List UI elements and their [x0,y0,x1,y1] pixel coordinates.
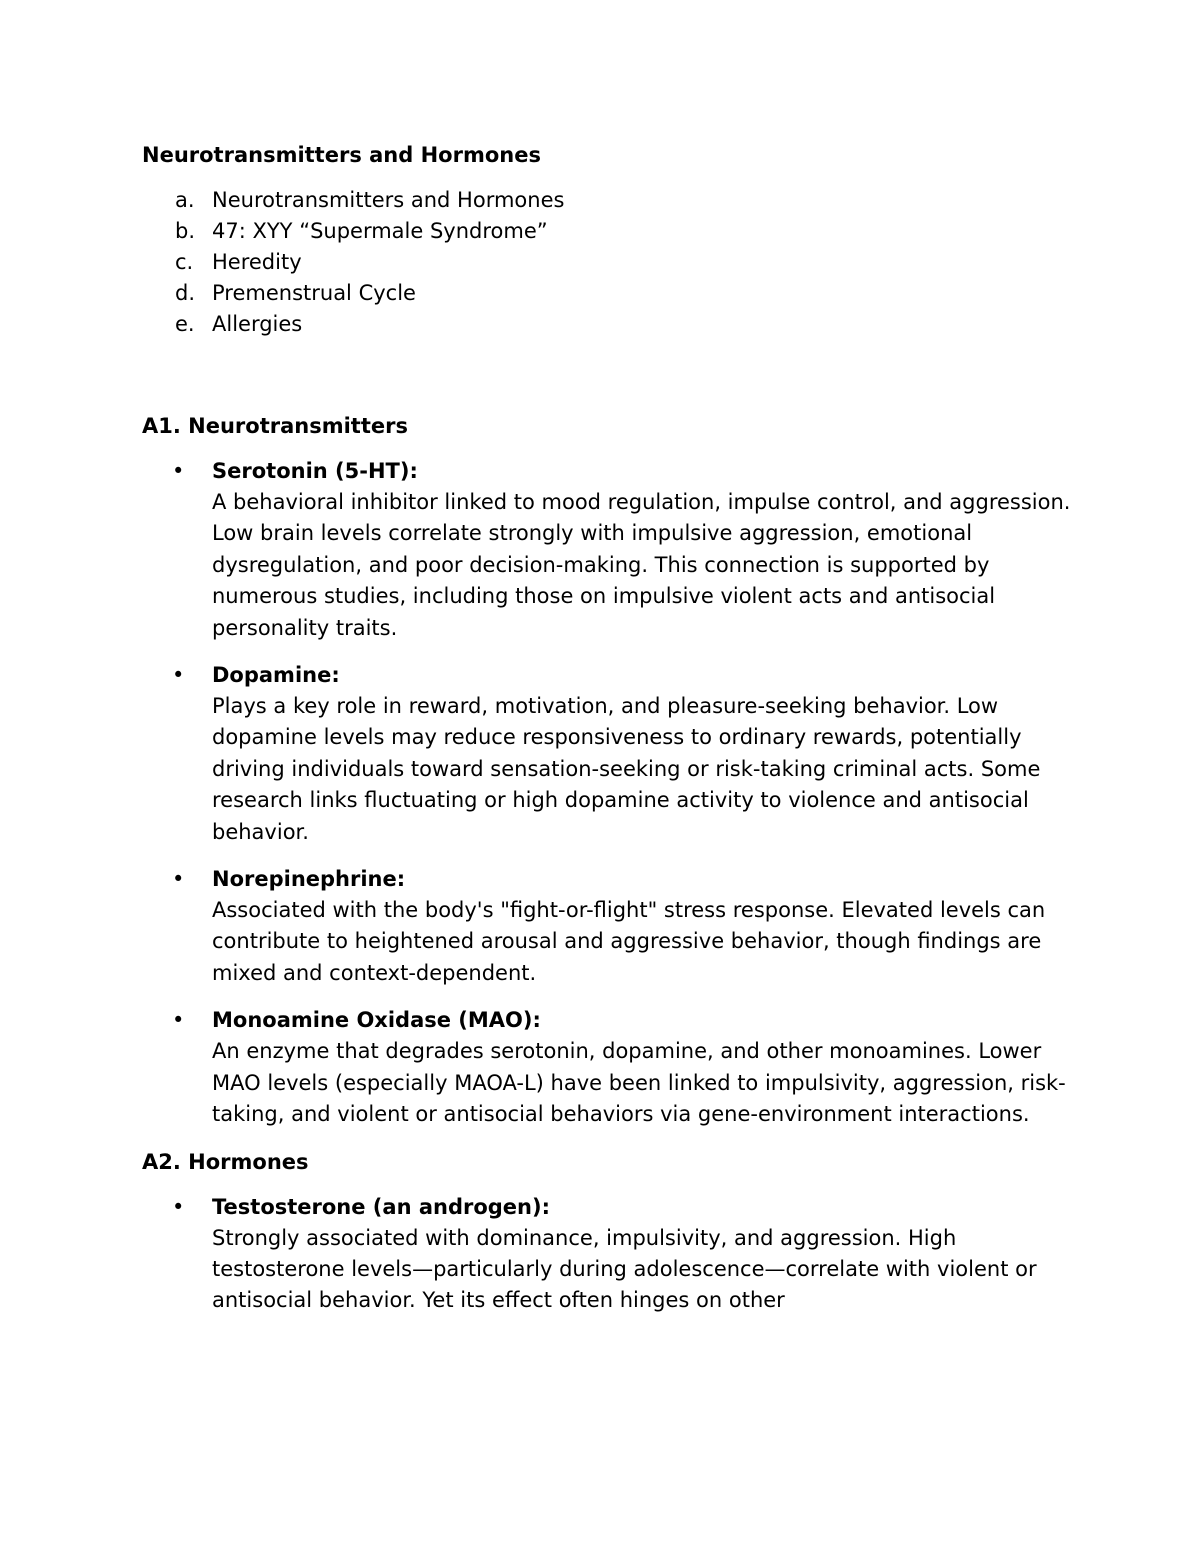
item-description: Associated with the body's "fight-or-flight" stress response. Elevated levels can contribute to heightened arousal and aggressive behavior, though findings are mixed and context-dependent. [212,898,1046,985]
list-item-testosterone [142,1192,1072,1317]
bullet-icon: • [172,663,185,688]
bullet-icon: • [172,867,185,892]
bullet-icon: • [172,459,185,483]
outline-item [142,185,1072,216]
section-heading-neurotransmitters: A1. Neurotransmitters [142,414,408,438]
outline-marker: d. [175,281,196,305]
item-term: Serotonin (5-HT): [212,459,418,483]
bullet-icon: • [172,1008,185,1033]
bullet-icon: • [172,1194,185,1219]
list-item-norepinephrine [142,864,1072,989]
hormone-list [142,1192,1072,1317]
topic-outline [142,185,1072,340]
item-term: Dopamine: [212,663,340,688]
outline-marker: c. [175,250,194,274]
document-page [142,140,1072,1333]
outline-item [142,216,1072,247]
item-description: An enzyme that degrades serotonin, dopamine, and other monoamines. Lower MAO levels (especially MAOA-L) have been linked to impulsivity, aggression, risk-taking, and violent or antisocial behaviors via gene-environment interactions. [212,1039,1066,1127]
item-description: Strongly associated with dominance, impulsivity, and aggression. High testosterone levels—particularly during adolescence—correlate with violent or antisocial behavior. Yet its effect often hinges on other [212,1225,1037,1313]
outline-text: Neurotransmitters and Hormones [212,188,565,212]
outline-text: 47: XYY “Supermale Syndrome” [212,219,548,243]
outline-marker: a. [175,188,195,212]
outline-item [142,247,1072,278]
outline-text: Heredity [212,250,302,274]
section-heading-hormones: A2. Hormones [142,1149,309,1174]
item-term: Monoamine Oxidase (MAO): [212,1008,541,1033]
outline-text: Premenstrual Cycle [212,281,416,305]
outline-marker: e. [175,312,195,336]
outline-text: Allergies [212,312,303,336]
outline-item [142,278,1072,309]
list-item-serotonin [142,456,1072,644]
document-title: Neurotransmitters and Hormones [142,143,541,167]
list-item-mao [142,1005,1072,1130]
item-description: Plays a key role in reward, motivation, and pleasure-seeking behavior. Low dopamine levels may reduce responsiveness to ordinary rewards, potentially driving individuals toward sensation-seeking or risk-taking criminal acts. Some research links fluctuating or high dopamine activity to violence and antisocial behavior. [212,694,1041,844]
outline-item [142,309,1072,340]
item-term: Testosterone (an androgen): [212,1194,550,1219]
list-item-dopamine [142,660,1072,848]
outline-marker: b. [175,219,196,243]
item-term: Norepinephrine: [212,867,406,892]
item-description: A behavioral inhibitor linked to mood regulation, impulse control, and aggression. Low brain levels correlate strongly with impulsive aggression, emotional dysregulation, and poor decision-making. This connection is supported by numerous studies, including those on impulsive violent acts and antisocial personality traits. [212,490,1071,640]
neurotransmitter-list [142,456,1072,1131]
